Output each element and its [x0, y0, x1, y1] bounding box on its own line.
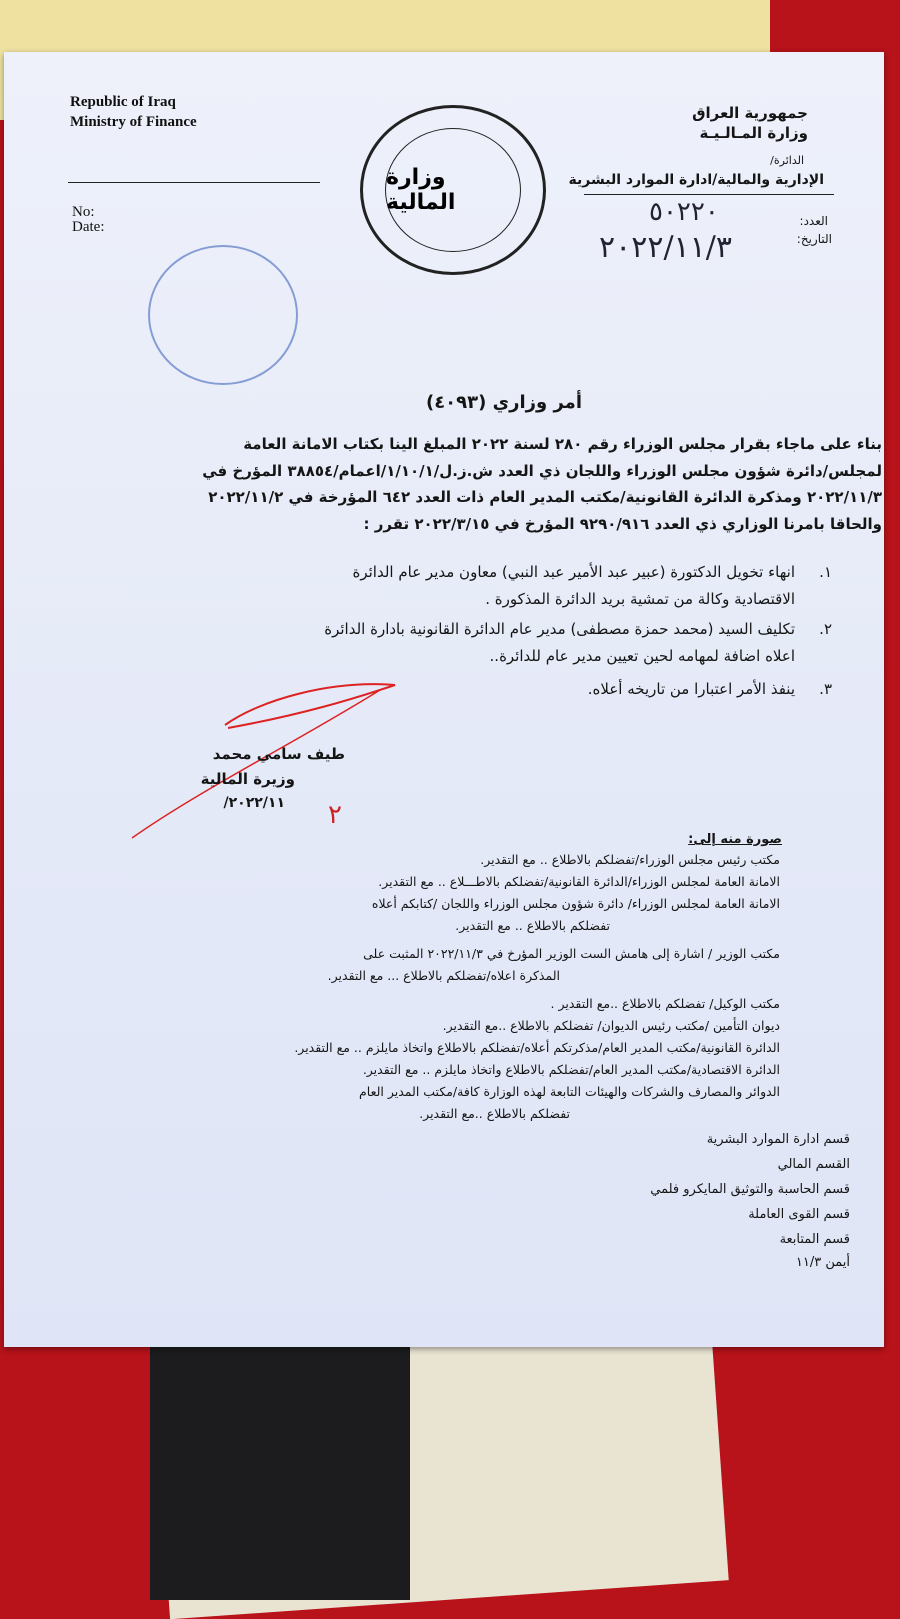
item-line: ينفذ الأمر اعتبارا من تاريخه أعلاه.: [587, 680, 795, 698]
cc-line: الدوائر والمصارف والشركات والهيئات التابعة لهذه الوزارة كافة/مكتب المدير العام: [359, 1084, 780, 1099]
signature-date: ٢٠٢٢/١١/: [223, 795, 285, 811]
ministry-seal: وزارة المالية: [360, 105, 546, 275]
en-date-label: Date:: [72, 219, 105, 235]
cc-title: صورة منه إلى:: [688, 832, 782, 847]
preamble-line: والحاقا بامرنا الوزاري ذي العدد ٩٢٩٠/٩١٦ المؤرخ في ٢٠٢٢/٣/١٥ تقرر :: [363, 515, 882, 533]
section-line: قسم ادارة الموارد البشرية: [706, 1132, 850, 1147]
cc-line: المذكرة اعلاه/تفضلكم بالاطلاع ... مع التقدير.: [327, 968, 560, 983]
cc-line: تفضلكم بالاطلاع .. مع التقدير.: [455, 918, 610, 933]
item-line: انهاء تخويل الدكتورة (عبير عبد الأمير عبد النبي) معاون مدير عام الدائرة: [352, 563, 795, 581]
cc-line: تفضلكم بالاطلاع ..مع التقدير.: [419, 1106, 570, 1121]
ar-date-label: التاريخ:: [796, 232, 832, 246]
section-line: أيمن ١١/٣: [795, 1255, 850, 1270]
order-title: أمر وزاري (٤٠٩٣): [425, 392, 582, 413]
section-line: قسم القوى العاملة: [748, 1207, 850, 1222]
cc-line: مكتب الوزير / اشارة إلى هامش الست الوزير المؤرخ في ٢٠٢٢/١١/٣ المثبت على: [363, 946, 780, 961]
preamble-line: لمجلس/دائرة شؤون مجلس الوزراء واللجان ذي العدد ش.ز.ل/١/١٠/١/اعمام/٣٨٨٥٤ المؤرخ في: [202, 462, 882, 480]
en-country: Republic of Iraq: [70, 94, 176, 110]
ar-no-label: العدد:: [799, 214, 828, 228]
item-number: ٣.: [819, 680, 832, 698]
ar-ministry: وزارة المـالـيـة: [699, 124, 808, 142]
section-line: قسم المتابعة: [779, 1232, 850, 1247]
item-number: ٢.: [819, 620, 832, 638]
signatory-title: وزيرة المالية: [200, 770, 295, 788]
section-line: القسم المالي: [777, 1157, 850, 1172]
cc-line: الامانة العامة لمجلس الوزراء/الدائرة القانونية/تفضلكم بالاطـــلاع .. مع التقدير.: [378, 874, 780, 889]
ar-country: جمهورية العراق: [692, 104, 808, 122]
handwritten-day: ٢: [328, 800, 342, 830]
section-line: قسم الحاسبة والتوثيق المايكرو فلمي: [650, 1182, 850, 1197]
preamble-line: بناء على ماجاء بقرار مجلس الوزراء رقم ٢٨٠ لسنة ٢٠٢٢ المبلغ الينا بكتاب الامانة العامة: [243, 435, 882, 453]
item-number: ١.: [819, 563, 832, 581]
item-line: الاقتصادية وكالة من تمشية بريد الدائرة المذكورة .: [485, 590, 795, 608]
cc-line: الدائرة الاقتصادية/مكتب المدير العام/تفضلكم بالاطلاع واتخاذ مايلزم .. مع التقدير.: [362, 1062, 780, 1077]
cc-line: ديوان التأمين /مكتب رئيس الديوان/ تفضلكم بالاطلاع ..مع التقدير.: [442, 1018, 780, 1033]
cc-line: الامانة العامة لمجلس الوزراء/ دائرة شؤون مجلس الوزراء واللجان /كتابكم أعلاه: [371, 896, 780, 911]
handwritten-date: ٢٠٢٢/١١/٣: [599, 230, 733, 265]
cc-line: مكتب الوكيل/ تفضلكم بالاطلاع ..مع التقدير .: [550, 996, 780, 1011]
item-line: تكليف السيد (محمد حمزة مصطفى) مدير عام الدائرة القانونية بادارة الدائرة: [324, 620, 795, 638]
item-line: اعلاه اضافة لمهامه لحين تعيين مدير عام للدائرة..: [489, 647, 795, 665]
ar-dept: الإدارية والمالية/ادارة الموارد البشرية: [568, 172, 824, 188]
background-folder: [150, 1340, 410, 1600]
en-ministry: Ministry of Finance: [70, 114, 197, 130]
handwritten-number: ٥٠٢٢٠: [649, 197, 719, 227]
ar-dept-label: الدائرة/: [770, 154, 804, 167]
preamble-line: ٢٠٢٢/١١/٣ ومذكرة الدائرة القانونية/مكتب المدير العام ذات العدد ٦٤٢ المؤرخة في ٢٠٢٢/١١/٢: [208, 488, 882, 506]
cc-line: الدائرة القانونية/مكتب المدير العام/مذكرتكم أعلاه/تفضلكم بالاطلاع واتخاذ مايلزم .. مع التقدير.: [294, 1040, 780, 1055]
cc-line: مكتب رئيس مجلس الوزراء/تفضلكم بالاطلاع .. مع التقدير.: [480, 852, 780, 867]
en-no-label: No:: [72, 204, 95, 220]
signatory-name: طيف سامي محمد: [212, 745, 345, 763]
